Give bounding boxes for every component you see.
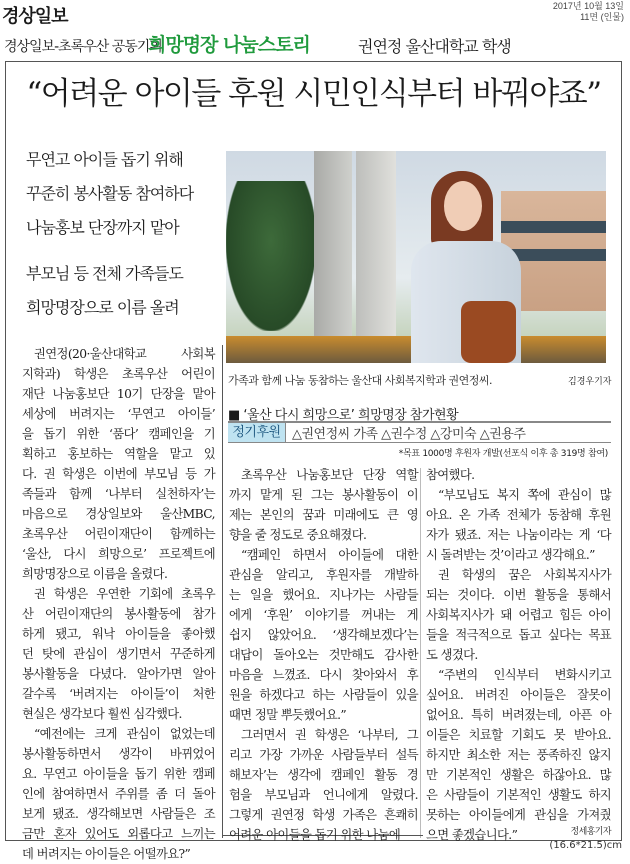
body-text-line: 싶어요. 버려진 아이들은 잘못이 [426, 688, 611, 702]
body-text-line: 에게 ‘후원’ 이야기를 꺼내는 게 [229, 608, 418, 622]
newspaper-logo: 경상일보 [2, 6, 68, 27]
body-text-line: 봉사활동을 다녔다. 알아가면 알아 [22, 667, 215, 681]
body-column-1 [22, 344, 215, 864]
series-title: 희망명장 나눔스토리 [148, 34, 310, 56]
face-shape [444, 181, 482, 231]
body-text-line: 사회복지사가 돼 어렵고 힘든 아이 [426, 608, 611, 622]
body-text-line: 리고 가장 가까운 사람들부터 설득 [229, 748, 418, 762]
column-divider [222, 345, 223, 838]
body-text-line: 그러면서 권 학생은 ‘나부터, 그 [241, 728, 418, 742]
participant-list: △권연정씨 가족 △권수정 △강미숙 △권용주 [292, 427, 526, 442]
participation-box-title: ■ ‘울산 다시 희망으로’ 희망명장 참가현황 [228, 408, 459, 423]
body-text-line: 이들은 치료할 기회도 못 받아요. [426, 728, 611, 742]
body-text-line: 초록우산 나눔홍보단 단장 역할 [241, 468, 418, 482]
body-text-line: 다. 권 학생은 이번에 부모님 등 가 [22, 467, 215, 481]
body-text-line: 권연정(20·울산대학교 사회복 [34, 347, 215, 361]
page-section: 11면 (인물) [580, 12, 624, 22]
body-text-line: 때면 정말 뿌듯했어요.” [229, 708, 347, 722]
body-text-line: 없어요. 특히 버려졌는데, 아픈 아 [426, 708, 611, 722]
body-text-line: “캠페인 하면서 아이들에 대한 [241, 548, 418, 562]
goal-note: *목표 1000명 후원자 개발(선포식 이후 총 319명 참여) [398, 449, 608, 459]
body-text-line: 만 기본적인 생활은 하잖아요. 많 [426, 768, 611, 782]
body-text-line: 금만 혼자 있어도 외롭다고 느끼는 [22, 827, 215, 841]
photo-credit: 김경우기자 [568, 377, 612, 387]
body-text-line: 아요. 온 가족 전체가 동참해 후원 [426, 508, 611, 522]
body-text-line: 초록우산 어린이재단이 함께하는 [22, 527, 215, 541]
body-text-line: 갈수록 ‘버려지는 아이들’이 처한 [22, 687, 215, 701]
body-column-3 [426, 465, 611, 845]
subhead: 나눔홍보 단장까지 맡아 [26, 218, 179, 237]
body-text-line: 해보자’는 생각에 캠페인 활동 경 [229, 768, 418, 782]
article-photo [226, 151, 606, 363]
monument-shape [314, 151, 352, 336]
category-label: 정기후원 [228, 423, 286, 442]
joint-project-label: 경상일보-초록우산 공동기획 [4, 39, 162, 55]
subhead: 무연고 아이들 돕기 위해 [26, 150, 183, 169]
body-text-line: 재단 나눔홍보단 10기 단장을 맡아 [22, 387, 215, 401]
body-text-line: ‘울산, 다시 희망으로’ 프로젝트에 [22, 547, 215, 561]
body-text-line: 까지 맡게 된 그는 봉사활동이 이 [229, 488, 418, 502]
photo-caption: 가족과 함께 나눔 동참하는 울산대 사회복지학과 권연정씨. [228, 374, 492, 387]
body-text-line: 참여했다. [426, 468, 475, 482]
body-text-line: 을 돕기 위한 ‘품다’ 캠페인을 기 [22, 427, 215, 441]
body-text-line: 자가 됐죠. 저는 나눔이라는 게 ‘다 [426, 528, 611, 542]
body-text-line: 험을 부모님과 언니에게 알렸다. [229, 788, 418, 802]
body-text-line: 도 생겼다. [426, 648, 478, 662]
body-text-line: 세상에 버려지는 ‘무연고 아이들’ [22, 407, 215, 421]
body-text-line: 마음으로 경상일보와 울산MBC, [22, 507, 215, 521]
body-text-line: 권 학생의 꿈은 사회복지사가 [438, 568, 611, 582]
body-text-line: 지학과) 학생은 초록우산 어린이 [22, 367, 215, 381]
jacket-shape [461, 301, 516, 363]
issue-date: 2017년 10월 13일 [552, 1, 624, 11]
body-text-line: 현실은 생각보다 훨씬 심각했다. [22, 707, 182, 721]
subhead: 꾸준히 봉사활동 참여하다 [26, 184, 194, 203]
body-text-line: 희망명장으로 이름을 올렸다. [22, 567, 168, 581]
headline: “어려운 아이들 후원 시민인식부터 바꿔야죠” [26, 76, 601, 112]
body-text-line: 되는 것이다. 이번 활동을 통해서 [426, 588, 611, 602]
monument-shape [356, 151, 396, 336]
body-text-line: 획하고 홍보하는 역할을 맡고 있 [22, 447, 215, 461]
body-text-line: 산 어린이재단의 봉사활동에 참가 [22, 607, 215, 621]
body-text-line: 하게 됐고, 워낙 아이들을 좋아했 [22, 627, 215, 641]
body-text-line: “예전에는 크게 관심이 없었는데 [34, 727, 215, 741]
body-text-line: 어려운 아이들을 돕기 위한 나눔에 [229, 828, 401, 842]
body-text-line: 향을 줄 정도로 중요해졌다. [229, 528, 367, 542]
body-text-line: 요. 무연고 아이들을 돕기 위한 캠페 [22, 767, 215, 781]
subhead: 부모님 등 전체 가족들도 [26, 264, 183, 283]
interviewee-label: 권연정 울산대학교 학생 [358, 37, 511, 56]
body-text-line: 쉽지 않았어요. ‘생각해보겠다’는 [229, 628, 418, 642]
article-size: (16.6*21.5)cm [549, 840, 622, 851]
body-text-line: 는 일을 했어요. 지나가는 사람들 [229, 588, 418, 602]
body-text-line: 제는 본인의 꿈과 미래에도 큰 영 [229, 508, 418, 522]
body-text-line: “부모님도 복지 쪽에 관심이 많 [438, 488, 611, 502]
body-text-line: 인에 참여하면서 주위를 좀 더 돌아 [22, 787, 215, 801]
body-text-line: 보게 됐죠. 생각해보면 사람들은 조 [22, 807, 215, 821]
body-text-line: 못하는 아이들에게 관심을 가져줬 [426, 808, 611, 822]
body-text-line: 대답이 돌아오는 것만해도 감사한 [229, 648, 418, 662]
issue-info [553, 1, 624, 23]
body-text-line: 관심을 알리고, 후원자를 개발하 [229, 568, 418, 582]
body-text-line: 데 버려지는 아이들은 어떨까요?” [22, 847, 191, 861]
subhead: 희망명장으로 이름 올려 [26, 298, 179, 317]
body-text-line: 은 사람들이 기본적인 생활도 하지 [426, 788, 611, 802]
body-column-2 [229, 465, 418, 845]
body-text-line: “주변의 인식부터 변화시키고 [438, 668, 611, 682]
body-text-line: 들을 적극적으로 돕고 싶다는 목표 [426, 628, 611, 642]
body-text-line: 족들과 함께 ‘나부터 실천하자’는 [22, 487, 215, 501]
tree-shape [226, 181, 316, 331]
body-text-line: 권 학생은 우연한 기회에 초록우 [34, 587, 215, 601]
body-text-line: 마음을 느꼈죠. 다시 찾아와서 후 [229, 668, 418, 682]
body-text-line: 원을 하겠다고 하는 사람들이 있을 [229, 688, 418, 702]
body-text-line: 봉사활동하면서 생각이 바뀌었어 [22, 747, 215, 761]
body-text-line: 시 돌려받는 것’이라고 생각해요.” [426, 548, 595, 562]
body-text-line: 하지만 최소한 저는 풍족하진 않지 [426, 748, 611, 762]
column-divider [420, 468, 421, 838]
participation-table [228, 421, 611, 443]
body-text-line: 그렇게 권연정 학생 가족은 흔쾌히 [229, 808, 418, 822]
body-text-line: 던 탓에 관심이 생기면서 꾸준하게 [22, 647, 215, 661]
reporter-byline: 정세홍기자 [570, 826, 611, 836]
body-text-line: 으면 좋겠습니다.” [426, 828, 518, 842]
